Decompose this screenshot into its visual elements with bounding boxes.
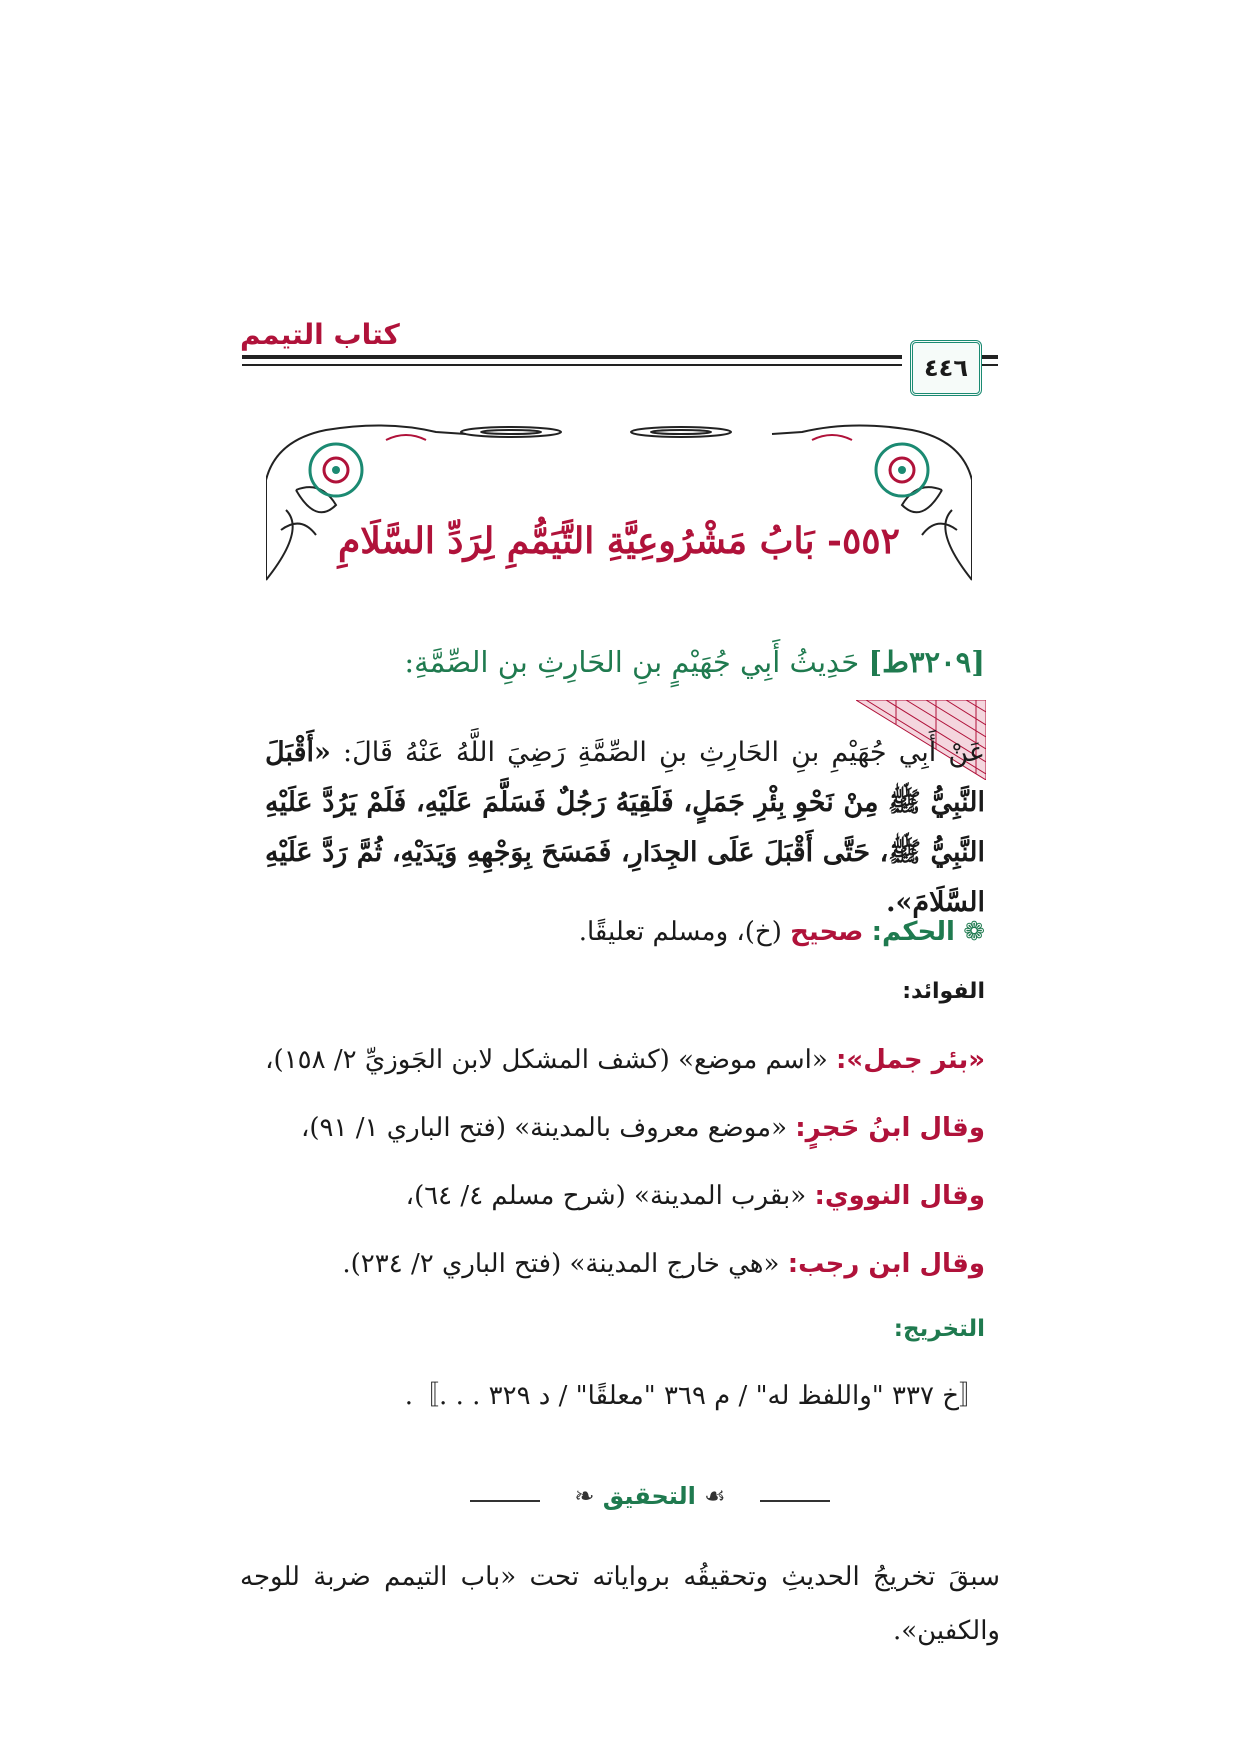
benefit-text: «بقرب المدينة» (شرح مسلم ٤/ ٦٤)، bbox=[405, 1181, 807, 1211]
ruling-line bbox=[265, 908, 985, 956]
page-number: ٤٤٦ bbox=[910, 340, 982, 396]
benefits-heading: الفوائد: bbox=[902, 979, 985, 1004]
benefit-text: «هي خارج المدينة» (فتح الباري ٢/ ٢٣٤). bbox=[342, 1249, 780, 1279]
benefit-label: وقال ابنُ حَجرٍ: bbox=[795, 1113, 985, 1143]
ruling-label: الحكم: bbox=[871, 917, 955, 947]
tahqiq-label bbox=[540, 1482, 760, 1510]
benefit-label: وقال النووي: bbox=[814, 1181, 985, 1211]
takhrij-heading bbox=[894, 1304, 985, 1353]
hadith-number: [٣٢٠٩ط] bbox=[868, 645, 985, 679]
tahqiq-label-text: التحقيق bbox=[602, 1482, 696, 1510]
hadith-intro: عَنْ أَبِي جُهَيْمِ بنِ الحَارِثِ بنِ الصِّمَّةِ رَضِيَ اللَّهُ عَنْهُ قَالَ: bbox=[330, 737, 985, 768]
benefit-label: وقال ابن رجب: bbox=[787, 1249, 985, 1279]
ornament-icon: ☙ bbox=[695, 1482, 726, 1510]
benefit-text: «موضع معروف بالمدينة» (فتح الباري ١/ ٩١)، bbox=[300, 1113, 787, 1143]
takhrij-label: التخريج: bbox=[893, 1316, 985, 1342]
running-title: كتاب التيمم bbox=[240, 318, 400, 351]
ruling-rest: (خ)، ومسلم تعليقًا. bbox=[578, 917, 782, 947]
benefit-text: «اسم موضع» (كشف المشكل لابن الجَوزيِّ ٢/ ١٥٨)، bbox=[265, 1045, 828, 1075]
takhrij-text: 〚خ ٣٣٧ "واللفظ له" / م ٣٦٩ "معلقًا" / د ٣٢٩ . . .〛. bbox=[404, 1381, 985, 1411]
hadith-text bbox=[265, 728, 985, 928]
benefit-item bbox=[265, 1240, 985, 1288]
ruling-value: صحيح bbox=[790, 917, 864, 947]
benefit-item bbox=[265, 1036, 985, 1084]
ornament-icon: ❧ bbox=[574, 1482, 603, 1510]
hadith-heading-text: حَدِيثُ أَبِي جُهَيْمٍ بنِ الحَارِثِ بنِ الصِّمَّةِ: bbox=[404, 645, 860, 679]
header-rule-bottom bbox=[242, 364, 902, 366]
hadith-quote: «أَقْبَلَ النَّبِيُّ ﷺ مِنْ نَحْوِ بِئْرِ جَمَلٍ، فَلَقِيَهُ رَجُلٌ فَسَلَّمَ عَلَيْهِ، فَلَمْ يَرُدَّ عَلَيْهِ النَّبِيُّ ﷺ، حَتَّى أَقْبَلَ عَلَى الجِدَارِ، فَمَسَحَ بِوَجْهِهِ وَيَدَيْهِ، ثُمَّ رَدَّ عَلَيْهِ السَّلَامَ». bbox=[265, 737, 985, 918]
header-rule-top bbox=[242, 355, 902, 359]
header-rule-right-bottom bbox=[982, 364, 998, 366]
benefit-item bbox=[265, 1104, 985, 1152]
flower-ornament-icon: ❁ bbox=[963, 917, 985, 947]
chapter-title: ٥٥٢- بَابُ مَشْرُوعِيَّةِ التَّيَمُّمِ لِرَدِّ السَّلَامِ bbox=[338, 520, 900, 562]
benefit-label: «بئر جمل»: bbox=[836, 1045, 985, 1075]
tahqiq-text: سبقَ تخريجُ الحديثِ وتحقيقُه برواياته تحت «باب التيمم ضربة للوجه والكفين». bbox=[240, 1562, 1000, 1646]
header-rule-right-top bbox=[982, 355, 998, 359]
benefit-item bbox=[265, 1172, 985, 1220]
hadith-heading bbox=[404, 645, 985, 679]
chapter-banner-ornament bbox=[266, 420, 972, 590]
